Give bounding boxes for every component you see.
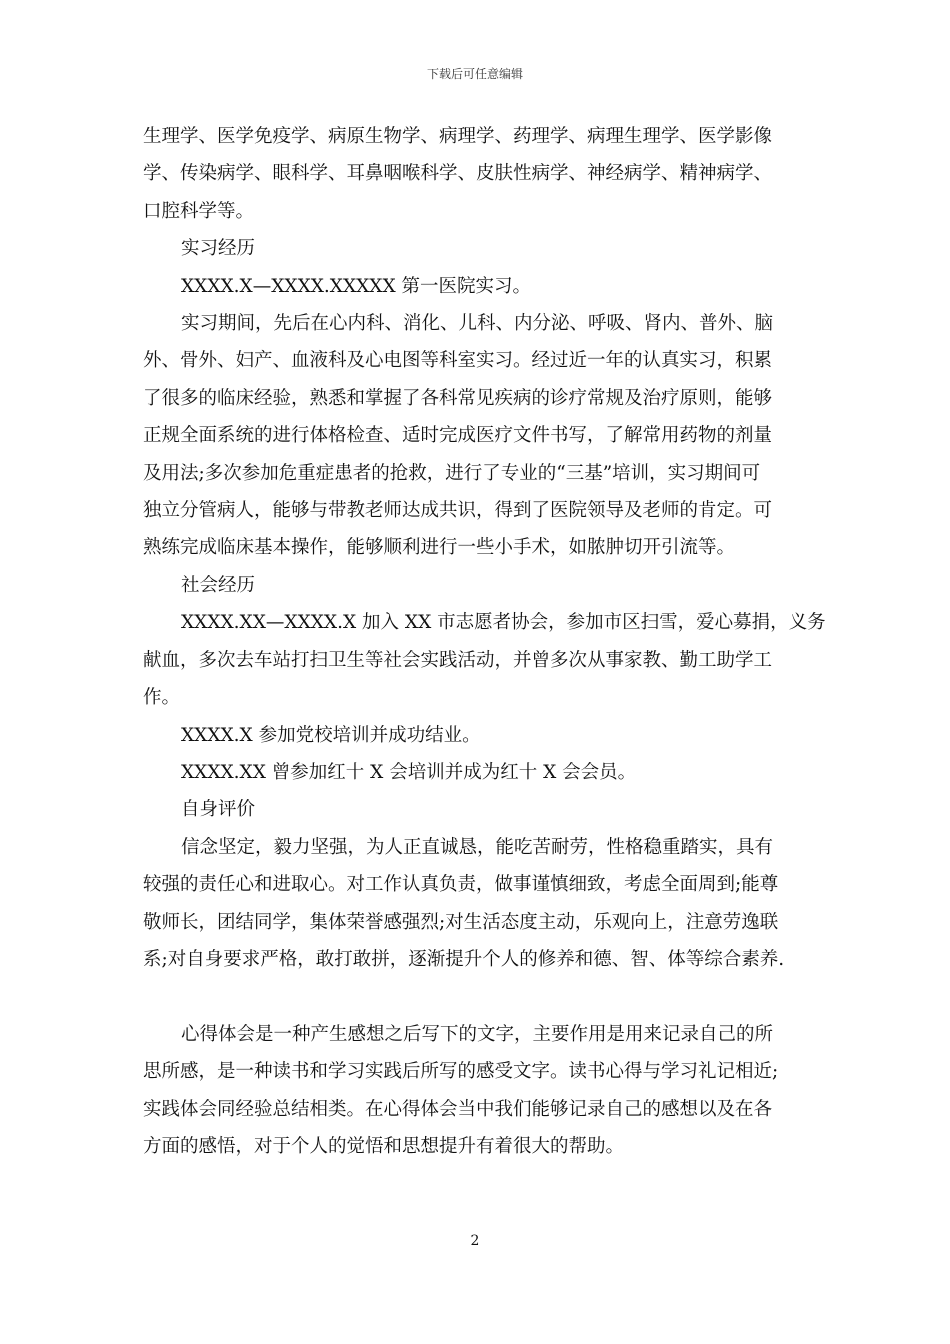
paragraph-line: 外、骨外、妇产、血液科及心电图等科室实习。经过近一年的认真实习，积累 — [143, 350, 773, 372]
paragraph-line: 敬师长，团结同学，集体荣誉感强烈;对生活态度主动，乐观向上，注意劳逸联 — [143, 911, 779, 933]
courses-paragraph — [143, 118, 815, 230]
paragraph-line: 熟练完成临床基本操作，能够顺利进行一些小手术，如脓肿切开引流等。 — [143, 537, 736, 559]
social-volunteer-paragraph — [143, 604, 826, 716]
paragraph-line: 学、传染病学、眼科学、耳鼻咽喉科学、皮肤性病学、神经病学、精神病学、 — [143, 163, 773, 185]
document-body — [143, 118, 826, 1165]
paragraph-line: 实习期间，先后在心内科、消化、儿科、内分泌、呼吸、肾内、普外、脑 — [181, 313, 774, 335]
internship-date-line: XXXX.X—XXXX.XXXXX 第一医院实习。 — [181, 275, 532, 297]
paragraph-line: 正规全面系统的进行体格检查、适时完成医疗文件书写，了解常用药物的剂量 — [143, 425, 773, 447]
page-number: 2 — [470, 1233, 480, 1249]
closing-paragraph — [143, 1016, 815, 1166]
paragraph-gap — [143, 978, 815, 1015]
social-redcross-line: XXXX.XX 曾参加红十 X 会培训并成为红十 X 会会员。 — [181, 761, 637, 783]
social-party-line: XXXX.X 参加党校培训并成功结业。 — [181, 724, 481, 746]
paragraph-line: 较强的责任心和进取心。对工作认真负责，做事谨慎细致，考虑全面周到;能尊 — [143, 874, 779, 896]
paragraph-line: 生理学、医学免疫学、病原生物学、病理学、药理学、病理生理学、医学影像 — [143, 126, 773, 147]
social-heading: 社会经历 — [181, 574, 256, 596]
paragraph-line: 口腔科学等。 — [143, 200, 255, 222]
paragraph-line: 心得体会是一种产生感想之后写下的文字，主要作用是用来记录自己的所 — [181, 1023, 774, 1045]
paragraph-line: 作。 — [143, 687, 181, 709]
self-eval-paragraph — [143, 829, 815, 979]
paragraph-line: 方面的感悟，对于个人的觉悟和思想提升有着很大的帮助。 — [143, 1135, 625, 1157]
paragraph-line: 了很多的临床经验，熟悉和掌握了各科常见疾病的诊疗常规及治疗原则，能够 — [143, 387, 773, 409]
internship-heading: 实习经历 — [181, 238, 256, 260]
paragraph-line: 系;对自身要求严格，敢打敢拼，逐渐提升个人的修养和德、智、体等综合素养. — [143, 948, 785, 970]
internship-detail-paragraph — [143, 305, 815, 567]
paragraph-line: 献血，多次去车站打扫卫生等社会实践活动，并曾多次从事家教、勤工助学工 — [143, 649, 773, 671]
paragraph-line: 实践体会同经验总结相类。在心得体会当中我们能够记录自己的感想以及在各 — [143, 1098, 773, 1120]
paragraph-line: XXXX.XX—XXXX.X 加入 XX 市志愿者协会，参加市区扫雪，爱心募捐，义务 — [181, 612, 826, 634]
paragraph-line: 信念坚定，毅力坚强，为人正直诚恳，能吃苦耐劳，性格稳重踏实，具有 — [181, 836, 774, 858]
paragraph-line: 独立分管病人，能够与带教老师达成共识，得到了医院领导及老师的肯定。可 — [143, 500, 773, 522]
paragraph-line: 及用法;多次参加危重症患者的抢救，进行了专业的“三基”培训，实习期间可 — [143, 462, 761, 484]
self-eval-heading: 自身评价 — [181, 799, 256, 821]
paragraph-line: 思所感，是一种读书和学习实践后所写的感受文字。读书心得与学习礼记相近; — [143, 1061, 779, 1083]
page-header: 下载后可任意编辑 — [426, 67, 523, 81]
